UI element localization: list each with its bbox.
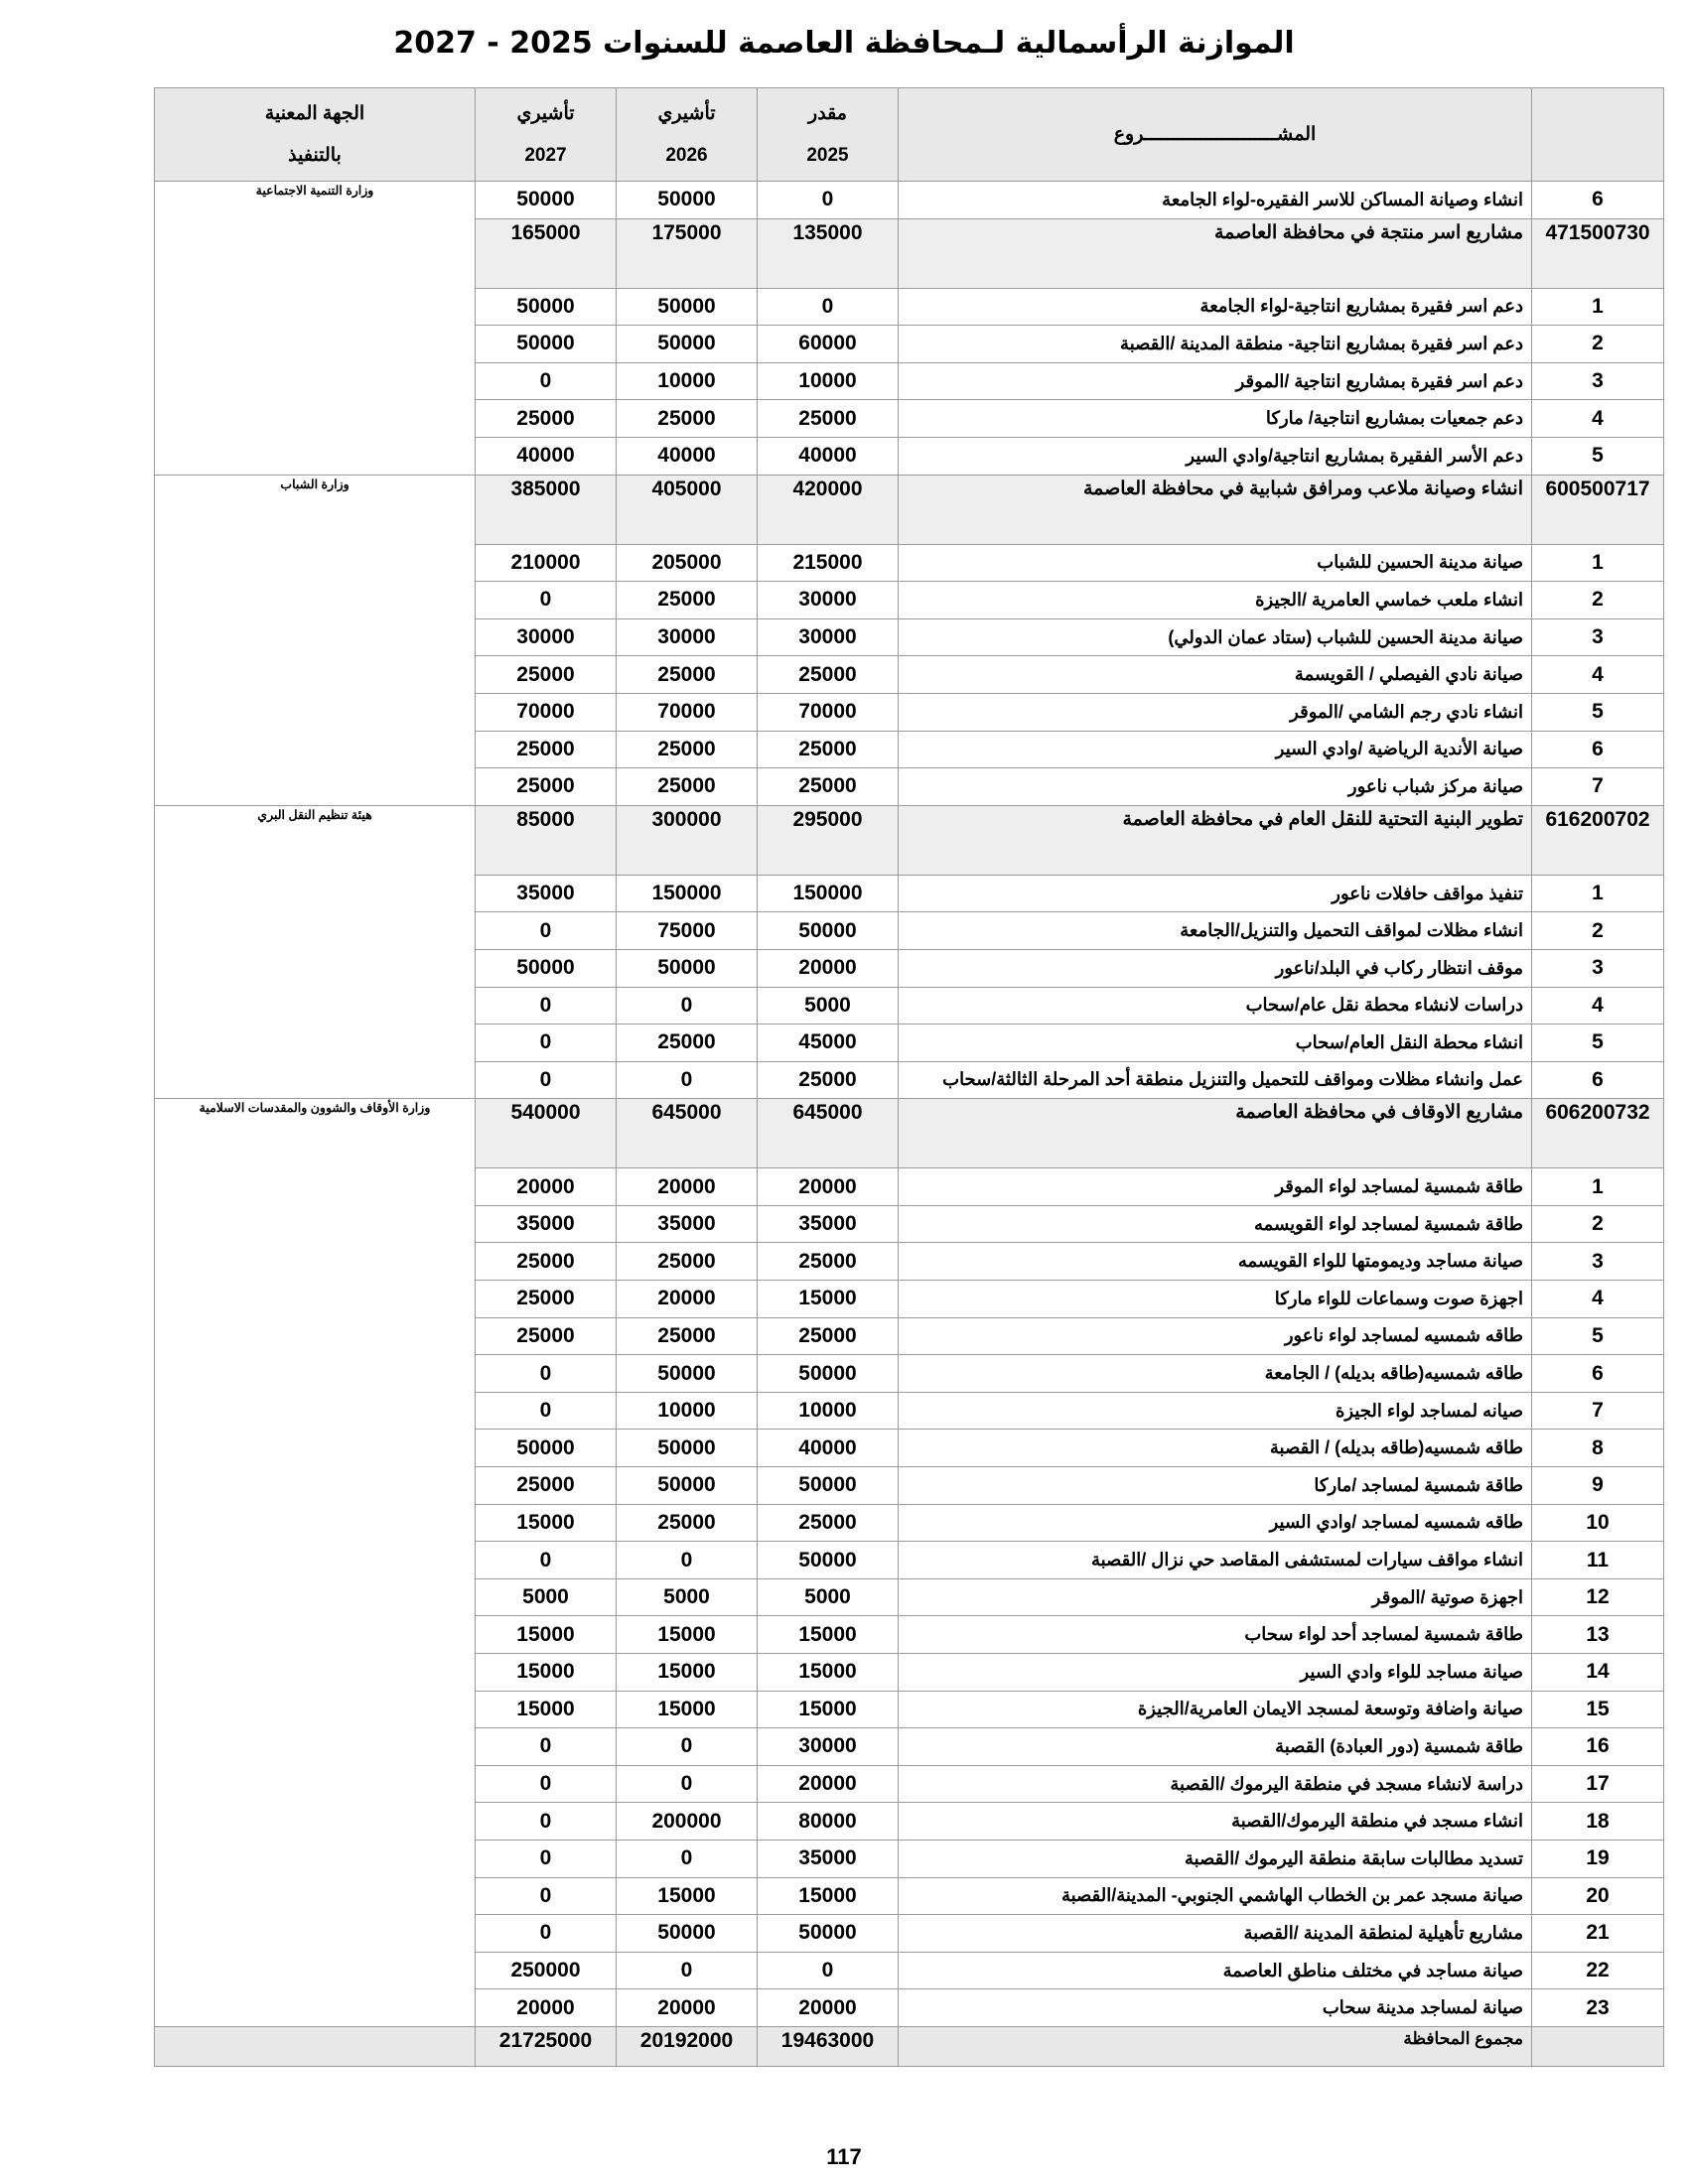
item-number: 22 [1532,1952,1664,1989]
value-2025: 15000 [758,1691,899,1728]
value-2027: 0 [476,987,617,1024]
value-2026: 0 [617,1765,758,1803]
item-name: طاقة شمسية لمساجد لواء الموقر [899,1168,1532,1206]
value-2027: 0 [476,1024,617,1062]
value-2027: 50000 [476,182,617,219]
item-number: 7 [1532,768,1664,806]
header-2026: تأشيري 2026 [617,88,758,182]
item-name: طاقه شمسيه(طاقه بديله) / الجامعة [899,1355,1532,1393]
value-2026: 50000 [617,949,758,987]
value-2025: 80000 [758,1803,899,1841]
value-2026: 25000 [617,1243,758,1281]
item-name: دعم اسر فقيرة بمشاريع انتاجية-لواء الجامعة [899,288,1532,326]
header-2027: تأشيري 2027 [476,88,617,182]
item-number: 2 [1532,912,1664,950]
value-2027: 0 [476,1355,617,1393]
item-number: 4 [1532,987,1664,1024]
value-2025: 10000 [758,1392,899,1430]
item-number: 3 [1532,1243,1664,1281]
value-2026: 25000 [617,1024,758,1062]
item-number: 5 [1532,693,1664,731]
value-2027: 0 [476,1728,617,1766]
value-2025: 40000 [758,1430,899,1467]
item-name: موقف انتظار ركاب في البلد/ناعور [899,949,1532,987]
value-2025: 15000 [758,1281,899,1318]
project-2027: 540000 [476,1099,617,1168]
value-2025: 5000 [758,987,899,1024]
item-name: اجهزة صوتية /الموقر [899,1578,1532,1616]
value-2025: 0 [758,288,899,326]
item-name: دعم الأسر الفقيرة بمشاريع انتاجية/وادي السير [899,437,1532,475]
value-2027: 210000 [476,544,617,582]
item-number: 3 [1532,618,1664,656]
total-blank [1532,2026,1664,2066]
item-name: انشاء ملعب خماسي العامرية /الجيزة [899,582,1532,619]
value-2025: 50000 [758,912,899,950]
value-2026: 50000 [617,1915,758,1953]
item-name: صيانة واضافة وتوسعة لمسجد الايمان العامرية/الجيزة [899,1691,1532,1728]
item-name: انشاء محطة النقل العام/سحاب [899,1024,1532,1062]
value-2026: 0 [617,987,758,1024]
item-name: دراسات لانشاء محطة نقل عام/سحاب [899,987,1532,1024]
project-2025: 295000 [758,805,899,875]
value-2025: 50000 [758,1542,899,1579]
value-2027: 250000 [476,1952,617,1989]
item-number: 2 [1532,326,1664,363]
value-2027: 0 [476,912,617,950]
value-2027: 15000 [476,1691,617,1728]
item-name: طاقة شمسية (دور العبادة) القصبة [899,1728,1532,1766]
value-2026: 35000 [617,1205,758,1243]
value-2025: 50000 [758,1467,899,1505]
value-2025: 15000 [758,1616,899,1654]
budget-table [154,87,1664,2067]
item-number: 1 [1532,1168,1664,1206]
value-2025: 5000 [758,1578,899,1616]
table-row [155,182,1664,219]
item-name: انشاء مسجد في منطقة اليرموك/القصبة [899,1803,1532,1841]
value-2026: 0 [617,1542,758,1579]
value-2026: 0 [617,1840,758,1877]
item-name: تسديد مطالبات سابقة منطقة اليرموك /القصبة [899,1840,1532,1877]
item-name: صيانة مدينة الحسين للشباب (ستاد عمان الدولي) [899,618,1532,656]
item-name: طاقة شمسية لمساجد لواء القويسمه [899,1205,1532,1243]
item-name: صيانة مساجد للواء وادي السير [899,1654,1532,1692]
item-name: طاقه شمسيه لمساجد /وادي السير [899,1504,1532,1542]
header-2025: مقدر 2025 [758,88,899,182]
value-2025: 40000 [758,437,899,475]
project-2027: 85000 [476,805,617,875]
value-2027: 50000 [476,1430,617,1467]
item-name: انشاء نادي رجم الشامي /الموقر [899,693,1532,731]
item-name: طاقه شمسيه(طاقه بديله) / القصبة [899,1430,1532,1467]
item-number: 6 [1532,182,1664,219]
project-name: مشاريع الاوقاف في محافظة العاصمة [899,1099,1532,1168]
item-number: 5 [1532,437,1664,475]
value-2025: 25000 [758,731,899,768]
value-2027: 20000 [476,1989,617,2027]
item-number: 19 [1532,1840,1664,1877]
value-2025: 35000 [758,1205,899,1243]
value-2026: 70000 [617,693,758,731]
item-number: 21 [1532,1915,1664,1953]
value-2027: 0 [476,362,617,400]
value-2026: 50000 [617,1355,758,1393]
value-2025: 50000 [758,1355,899,1393]
item-number: 1 [1532,544,1664,582]
item-name: دعم اسر فقيرة بمشاريع انتاجية /الموقر [899,362,1532,400]
value-2026: 10000 [617,362,758,400]
value-2025: 25000 [758,1504,899,1542]
item-number: 12 [1532,1578,1664,1616]
item-name: طاقة شمسية لمساجد أحد لواء سحاب [899,1616,1532,1654]
value-2027: 15000 [476,1654,617,1692]
value-2026: 205000 [617,544,758,582]
item-number: 1 [1532,875,1664,912]
value-2026: 0 [617,1952,758,1989]
total-2025: 19463000 [758,2026,899,2066]
value-2025: 20000 [758,1168,899,1206]
item-number: 2 [1532,1205,1664,1243]
table-body [155,182,1664,2067]
item-name: مشاريع تأهيلية لمنطقة المدينة /القصبة [899,1915,1532,1953]
item-number: 16 [1532,1728,1664,1766]
total-agency-blank [155,2026,476,2066]
value-2025: 15000 [758,1654,899,1692]
value-2025: 15000 [758,1877,899,1915]
value-2025: 215000 [758,544,899,582]
item-name: طاقة شمسية لمساجد /ماركا [899,1467,1532,1505]
value-2027: 0 [476,1061,617,1099]
project-row [155,805,1664,875]
project-name: تطوير البنية التحتية للنقل العام في محافظة العاصمة [899,805,1532,875]
value-2026: 15000 [617,1654,758,1692]
value-2027: 30000 [476,618,617,656]
item-number: 4 [1532,400,1664,438]
value-2025: 60000 [758,326,899,363]
header-agency: الجهة المعنية بالتنفيذ [155,88,476,182]
project-code: 471500730 [1532,218,1664,288]
item-number: 6 [1532,1061,1664,1099]
project-code: 606200732 [1532,1099,1664,1168]
project-2026: 645000 [617,1099,758,1168]
project-2025: 135000 [758,218,899,288]
item-number: 20 [1532,1877,1664,1915]
item-number: 9 [1532,1467,1664,1505]
item-name: صيانه لمساجد لواء الجيزة [899,1392,1532,1430]
value-2026: 25000 [617,1317,758,1355]
value-2026: 20000 [617,1281,758,1318]
value-2026: 25000 [617,731,758,768]
value-2025: 30000 [758,582,899,619]
item-number: 4 [1532,1281,1664,1318]
item-number: 15 [1532,1691,1664,1728]
item-number: 1 [1532,288,1664,326]
agency-cell: وزارة الأوقاف والشوون والمقدسات الاسلامية [155,1099,476,2027]
value-2027: 50000 [476,288,617,326]
value-2026: 50000 [617,1467,758,1505]
item-name: عمل وانشاء مظلات ومواقف للتحميل والتنزيل منطقة أحد المرحلة الثالثة/سحاب [899,1061,1532,1099]
item-name: انشاء مظلات لمواقف التحميل والتنزيل/الجامعة [899,912,1532,950]
project-2025: 420000 [758,475,899,544]
value-2027: 25000 [476,1467,617,1505]
value-2027: 50000 [476,949,617,987]
project-2026: 405000 [617,475,758,544]
item-name: صيانة مساجد وديمومتها للواء القويسمه [899,1243,1532,1281]
value-2027: 0 [476,1542,617,1579]
value-2025: 150000 [758,875,899,912]
project-2025: 645000 [758,1099,899,1168]
item-name: انشاء وصيانة المساكن للاسر الفقيره-لواء الجامعة [899,182,1532,219]
project-2027: 385000 [476,475,617,544]
item-number: 4 [1532,656,1664,694]
value-2025: 20000 [758,1989,899,2027]
item-name: تنفيذ مواقف حافلات ناعور [899,875,1532,912]
value-2027: 25000 [476,1243,617,1281]
total-row [155,2026,1664,2066]
item-name: صيانة مدينة الحسين للشباب [899,544,1532,582]
value-2026: 40000 [617,437,758,475]
item-name: دراسة لانشاء مسجد في منطقة اليرموك /القصبة [899,1765,1532,1803]
item-name: طاقه شمسيه لمساجد لواء ناعور [899,1317,1532,1355]
item-number: 18 [1532,1803,1664,1841]
value-2025: 25000 [758,768,899,806]
value-2027: 25000 [476,1281,617,1318]
project-row [155,1099,1664,1168]
item-number: 7 [1532,1392,1664,1430]
value-2026: 0 [617,1061,758,1099]
item-name: صيانة الأندية الرياضية /وادي السير [899,731,1532,768]
value-2026: 30000 [617,618,758,656]
value-2027: 0 [476,1392,617,1430]
value-2026: 25000 [617,768,758,806]
value-2026: 25000 [617,656,758,694]
item-number: 11 [1532,1542,1664,1579]
item-number: 13 [1532,1616,1664,1654]
value-2026: 50000 [617,182,758,219]
item-name: صيانة نادي الفيصلي / القويسمة [899,656,1532,694]
value-2025: 0 [758,182,899,219]
value-2026: 25000 [617,400,758,438]
total-2026: 20192000 [617,2026,758,2066]
item-number: 5 [1532,1024,1664,1062]
value-2027: 15000 [476,1504,617,1542]
agency-cell: وزارة الشباب [155,475,476,805]
value-2025: 30000 [758,1728,899,1766]
value-2026: 50000 [617,288,758,326]
value-2026: 20000 [617,1168,758,1206]
value-2026: 15000 [617,1616,758,1654]
value-2026: 200000 [617,1803,758,1841]
project-2026: 300000 [617,805,758,875]
value-2026: 20000 [617,1989,758,2027]
value-2027: 25000 [476,400,617,438]
value-2027: 0 [476,1803,617,1841]
value-2026: 50000 [617,1430,758,1467]
value-2025: 25000 [758,656,899,694]
item-number: 3 [1532,362,1664,400]
agency-cell: وزارة التنمية الاجتماعية [155,182,476,476]
project-row [155,475,1664,544]
value-2027: 25000 [476,656,617,694]
item-number: 14 [1532,1654,1664,1692]
value-2025: 25000 [758,1061,899,1099]
value-2027: 35000 [476,1205,617,1243]
value-2025: 50000 [758,1915,899,1953]
value-2025: 70000 [758,693,899,731]
value-2026: 15000 [617,1877,758,1915]
value-2026: 50000 [617,326,758,363]
total-2027: 21725000 [476,2026,617,2066]
value-2025: 20000 [758,949,899,987]
value-2025: 20000 [758,1765,899,1803]
item-name: صيانة مسجد عمر بن الخطاب الهاشمي الجنوبي- المدينة/القصبة [899,1877,1532,1915]
item-name: انشاء مواقف سيارات لمستشفى المقاصد حي نزال /القصبة [899,1542,1532,1579]
value-2026: 75000 [617,912,758,950]
value-2026: 5000 [617,1578,758,1616]
value-2025: 25000 [758,400,899,438]
value-2027: 0 [476,1877,617,1915]
page-title: الموازنة الرأسمالية لـمحافظة العاصمة للسنوات 2025 - 2027 [393,26,1295,61]
total-label: مجموع المحافظة [899,2026,1532,2066]
item-name: صيانة مساجد في مختلف مناطق العاصمة [899,1952,1532,1989]
value-2025: 25000 [758,1317,899,1355]
item-number: 2 [1532,582,1664,619]
value-2027: 70000 [476,693,617,731]
value-2027: 20000 [476,1168,617,1206]
item-number: 10 [1532,1504,1664,1542]
value-2025: 0 [758,1952,899,1989]
value-2027: 25000 [476,731,617,768]
project-name: انشاء وصيانة ملاعب ومرافق شبابية في محافظة العاصمة [899,475,1532,544]
header-project: المشــــــــــــــــــــــــروع [899,88,1532,182]
item-name: صيانة لمساجد مدينة سحاب [899,1989,1532,2027]
value-2026: 0 [617,1728,758,1766]
value-2027: 50000 [476,326,617,363]
value-2025: 10000 [758,362,899,400]
value-2027: 0 [476,582,617,619]
value-2027: 25000 [476,1317,617,1355]
value-2027: 0 [476,1915,617,1953]
item-number: 17 [1532,1765,1664,1803]
item-number: 23 [1532,1989,1664,2027]
value-2027: 25000 [476,768,617,806]
item-number: 6 [1532,731,1664,768]
agency-cell: هيئة تنظيم النقل البري [155,805,476,1099]
page-number: 117 [826,2144,862,2169]
value-2026: 10000 [617,1392,758,1430]
project-name: مشاريع اسر منتجة في محافظة العاصمة [899,218,1532,288]
item-number: 5 [1532,1317,1664,1355]
item-number: 6 [1532,1355,1664,1393]
value-2025: 30000 [758,618,899,656]
item-name: صيانة مركز شباب ناعور [899,768,1532,806]
item-name: دعم اسر فقيرة بمشاريع انتاجية- منطقة المدينة /القصبة [899,326,1532,363]
table-header-row [155,88,1664,182]
value-2026: 25000 [617,1504,758,1542]
value-2027: 15000 [476,1616,617,1654]
header-number [1532,88,1664,182]
value-2025: 25000 [758,1243,899,1281]
value-2027: 0 [476,1840,617,1877]
item-number: 3 [1532,949,1664,987]
value-2025: 45000 [758,1024,899,1062]
item-name: دعم جمعيات بمشاريع انتاجية/ ماركا [899,400,1532,438]
value-2027: 35000 [476,875,617,912]
value-2027: 5000 [476,1578,617,1616]
value-2025: 35000 [758,1840,899,1877]
value-2026: 25000 [617,582,758,619]
value-2026: 150000 [617,875,758,912]
item-number: 8 [1532,1430,1664,1467]
project-code: 616200702 [1532,805,1664,875]
value-2026: 15000 [617,1691,758,1728]
value-2027: 0 [476,1765,617,1803]
project-2026: 175000 [617,218,758,288]
project-2027: 165000 [476,218,617,288]
project-code: 600500717 [1532,475,1664,544]
item-name: اجهزة صوت وسماعات للواء ماركا [899,1281,1532,1318]
value-2027: 40000 [476,437,617,475]
